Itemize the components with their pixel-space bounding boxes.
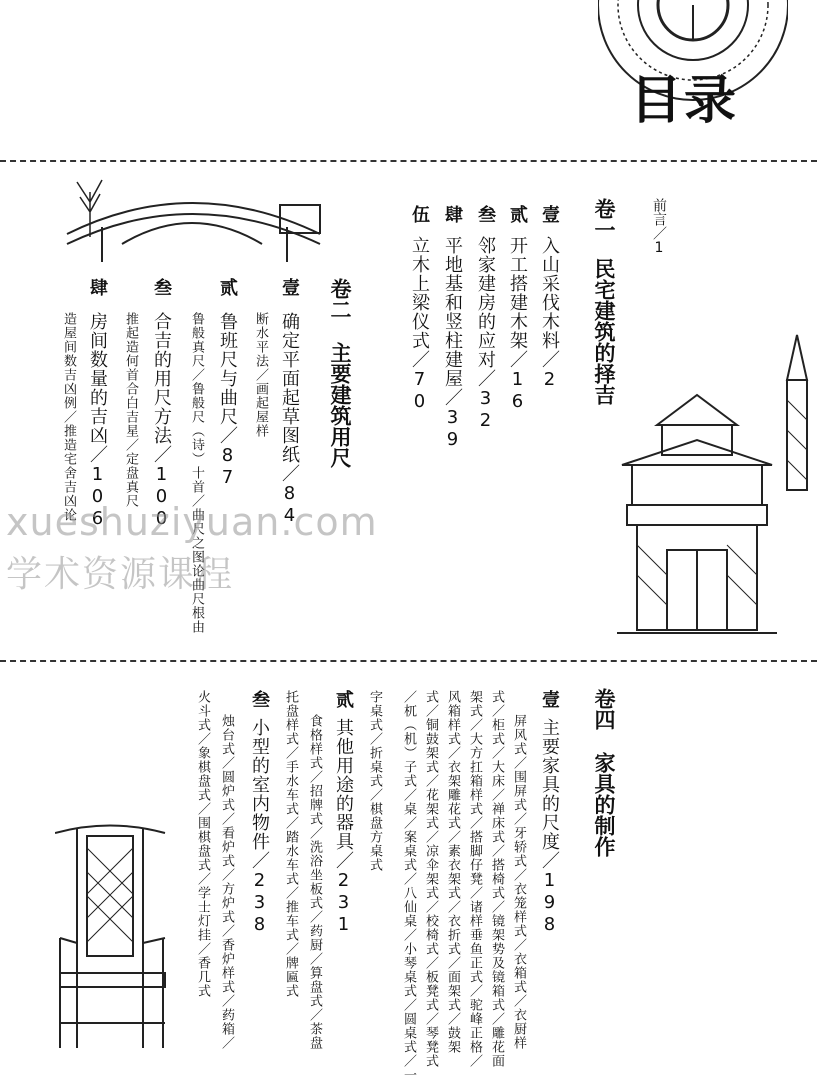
vol2-item-sub: 造屋间数吉凶例／推造宅舍吉凶论: [61, 312, 76, 522]
watermark-text: 学术资源课程: [6, 554, 235, 595]
vol4-title: 家具的制作: [592, 752, 617, 857]
vol2-item: 确定平面起草图纸／84: [279, 312, 300, 527]
vol2-item-num: 叁: [151, 278, 172, 296]
vol4-item-sub: 风箱样式／衣架雕花式／素衣架式／衣折式／面架式／鼓架: [445, 690, 460, 1054]
tower-illustration: [782, 330, 812, 500]
vol4-item: 主要家具的尺度／198: [539, 718, 560, 936]
vol1-item: 邻家建房的应对／32: [475, 236, 496, 432]
vol4-item-sub: ／杌（机）子式／桌／案桌式／八仙桌／小琴桌式／圆桌式／一: [401, 690, 416, 1082]
vol2-label: 卷二: [328, 278, 353, 320]
vol2-item-sub: 断水平法／画起屋样: [253, 312, 268, 438]
vol4-item: 其他用途的器具／231: [333, 718, 354, 936]
divider: [0, 660, 817, 662]
gate-building-illustration: [612, 385, 782, 650]
vol1-item-num: 叁: [475, 205, 496, 223]
vol4-item-sub: 烛台式／圆炉式／看炉式／方炉式／香炉样式／药箱／: [219, 714, 234, 1050]
vol1-item-num: 壹: [539, 205, 560, 223]
vol4-item-num: 壹: [539, 690, 560, 708]
vol4-item-sub: 屏风式／围屏式／牙轿式／衣笼样式／衣箱式／衣厨样: [511, 714, 526, 1050]
vol4-item-sub: 食格样式／招牌式／洗浴坐板式／药厨／算盘式／茶盘: [307, 714, 322, 1050]
vol1-item: 立木上梁仪式／70: [409, 236, 430, 413]
bridge-illustration: [62, 172, 327, 267]
vol1-item-num: 伍: [409, 205, 430, 223]
vol1-label: 卷一: [592, 198, 617, 240]
vol2-item-num: 肆: [87, 278, 108, 296]
vol1-item: 平地基和竖柱建屋／39: [442, 236, 463, 451]
vol4-item-sub: 火斗式／象棋盘式／围棋盘式／学士灯挂／香几式: [195, 690, 210, 998]
preface-entry: 前言／1: [651, 198, 667, 256]
vol2-item: 合吉的用尺方法／100: [151, 312, 172, 530]
vol4-item-num: 贰: [333, 690, 354, 708]
vol4-label: 卷四: [592, 688, 617, 730]
divider: [0, 160, 817, 162]
vol1-item-num: 贰: [507, 205, 528, 223]
vol4-item-sub: 托盘样式／手水车式／踏水车式／推车式／牌匾式: [283, 690, 298, 998]
vol4-item-sub: 式／柜式／大床／禅床式／搭椅式／镜架势及镜箱式／雕花面: [489, 690, 504, 1068]
vol4-item-num: 叁: [249, 690, 270, 708]
chair-illustration: [55, 808, 170, 1058]
vol4-item-sub: 式／铜鼓架式／花架式／凉伞架式／校椅式／板凳式／琴凳式: [423, 690, 438, 1068]
vol2-item: 房间数量的吉凶／106: [87, 312, 108, 530]
vol2-title: 主要建筑用尺: [328, 342, 353, 468]
watermark-url: xueshuziyuan.com: [6, 500, 378, 544]
vol2-item-sub: 推起造何首合白吉星／定盘真尺: [123, 312, 138, 508]
vol4-item-sub: 架式／大方扛箱样式／搭脚仔凳／诸样垂鱼正式／驼峰正格／: [467, 690, 482, 1068]
vol4-item-sub: 字桌式／折桌式／棋盘方桌式: [367, 690, 382, 872]
page-title: 目录: [630, 70, 739, 131]
vol1-item: 入山采伐木料／2: [539, 236, 560, 391]
vol1-item: 开工搭建木架／16: [507, 236, 528, 413]
vol1-item-num: 肆: [442, 205, 463, 223]
vol4-item: 小型的室内物件／238: [249, 718, 270, 936]
vol2-item-num: 壹: [279, 278, 300, 296]
vol1-title: 民宅建筑的择吉: [592, 258, 617, 405]
vol2-item-num: 贰: [217, 278, 238, 296]
vol2-item-sub: 鲁般真尺／鲁般尺（诗）十首／曲尺之图论曲尺根由: [189, 312, 204, 634]
vol2-item: 鲁班尺与曲尺／87: [217, 312, 238, 489]
